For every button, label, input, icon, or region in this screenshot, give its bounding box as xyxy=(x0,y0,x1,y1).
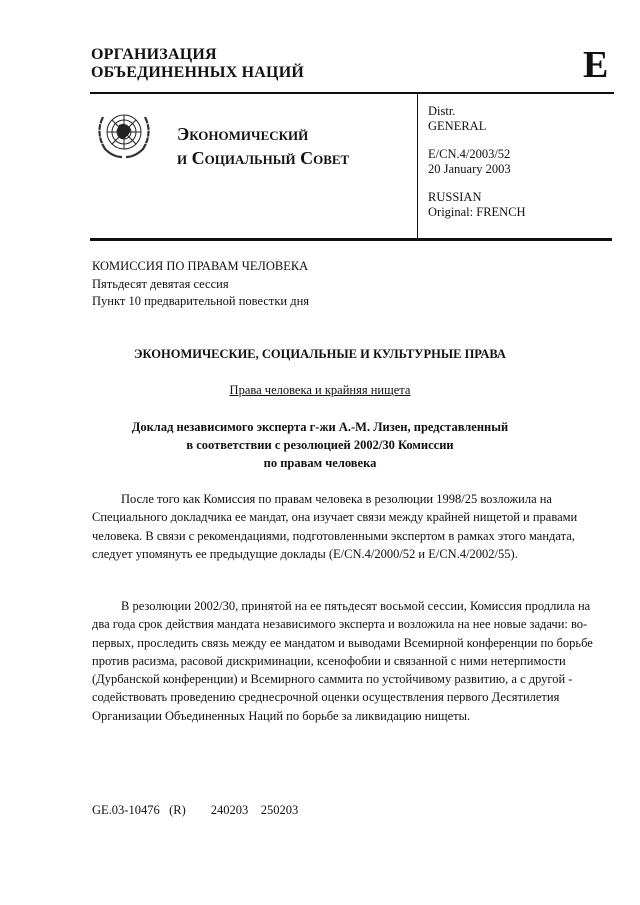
report-title-line-2: в соответствии с резолюцией 2002/30 Комиссии xyxy=(186,438,454,452)
document-language: RUSSIAN xyxy=(428,190,482,204)
document-date: 20 January 2003 xyxy=(428,161,511,176)
subtitle-text: Права человека и крайняя нищета xyxy=(229,383,411,397)
paragraph-2 xyxy=(92,597,602,725)
council-line-1: Экономический xyxy=(177,124,309,144)
commission-name: КОМИССИЯ ПО ПРАВАМ ЧЕЛОВЕКА xyxy=(92,259,309,273)
report-title-line-1: Доклад независимого эксперта г-жи А.-М. Лизен, представленный xyxy=(131,420,509,434)
commission-block xyxy=(92,258,309,311)
paragraph-1 xyxy=(92,490,602,563)
subtitle xyxy=(0,383,640,398)
report-title-line-3: по правам человека xyxy=(263,456,377,470)
language-code: E xyxy=(583,44,609,86)
organization-line-2: ОБЪЕДИНЕННЫХ НАЦИЙ xyxy=(91,64,304,81)
organization-line-1: ОРГАНИЗАЦИЯ xyxy=(91,46,217,63)
distr-label: Distr. xyxy=(428,104,456,118)
main-title: ЭКОНОМИЧЕСКИЕ, СОЦИАЛЬНЫЕ И КУЛЬТУРНЫЕ ПРАВА xyxy=(134,347,506,361)
council-name xyxy=(177,122,349,170)
agenda-item: Пункт 10 предварительной повестки дня xyxy=(92,294,310,308)
un-emblem-icon xyxy=(93,105,155,161)
organization-name xyxy=(91,46,304,82)
distr-value: GENERAL xyxy=(428,118,487,133)
top-divider xyxy=(90,92,614,94)
paragraph-2-text: В резолюции 2002/30, принятой на ее пятьдесят восьмой сессии, Комиссия продлила на два года срок действия мандата независимого эксперта и возложила на нее новые задачи: во-первых, проследить связь между ее мандатом и выводами Всемирной конференции по борьбе против расизма, расовой дискриминации, ксенофобии и связанной с ними нетерпимости (Дурбанской конференции) и Всемирного саммита по устойчивому развитию, а с другой - содействовать проведению среднесрочной оценки осуществления первого Десятилетия Организации Объединенных Наций по борьбе за ликвидацию нищеты. xyxy=(92,599,593,723)
footer-job-number: GE.03-10476 (R) 240203 250203 xyxy=(92,803,299,817)
document-symbol: E/CN.4/2003/52 xyxy=(428,147,511,161)
council-line-2: и Социальный Совет xyxy=(177,148,350,168)
paragraph-1-text: После того как Комиссия по правам человека в резолюции 1998/25 возложила на Специального докладчика ее мандат, она изучает связи между крайней нищетой и правами человека. В связи с рекомендациями, подготовленными экспертом в рамках этого мандата, следует упомянуть ее предыдущие доклады (E/CN.4/2000/52 и E/CN.4/2002/55). xyxy=(92,492,578,561)
report-title xyxy=(0,418,640,472)
original-language: Original: FRENCH xyxy=(428,204,526,219)
document-info xyxy=(428,104,526,219)
header-divider xyxy=(90,238,612,241)
vertical-divider xyxy=(417,93,418,240)
session-name: Пятьдесят девятая сессия xyxy=(92,276,229,291)
